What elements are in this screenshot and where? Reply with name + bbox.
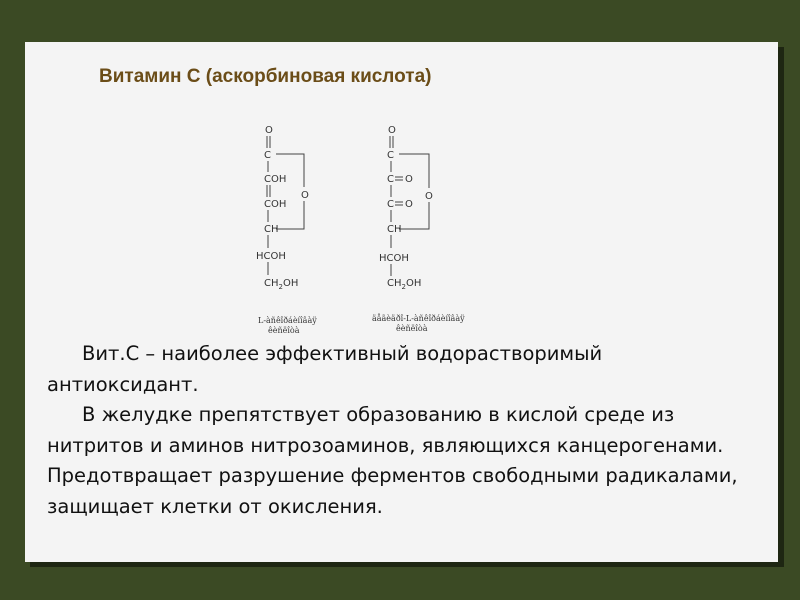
paragraph-stomach: В желудке препятствует образованию в кислой среде из нитритов и аминов нитрозоаминов, являющихся канцерогенами. Предотвращает разрушение ферментов свободными радикалами, защищает клетки от окисления. <box>47 403 738 518</box>
atom-o-top: O <box>265 125 273 136</box>
atom-c1: C <box>264 150 271 161</box>
paragraph-antioxidant: Вит.С – наиболее эффективный водорастворимый антиоксидант. <box>47 342 603 396</box>
caption-ascorbic-line2: êèñëîòà <box>268 326 300 335</box>
caption-dehydro-line2: êèñëîòà <box>396 324 428 333</box>
atom-coh-2: COH <box>264 199 287 210</box>
atom-o-keto-2: O <box>405 199 413 210</box>
atom-c2: C <box>387 174 394 185</box>
atom-o-ring: O <box>425 191 433 202</box>
atom-o-top: O <box>388 125 396 136</box>
atom-ch: CH <box>264 224 279 235</box>
atom-o-keto-1: O <box>405 174 413 185</box>
caption-ascorbic-line1: L-àñêîðáèíîâàÿ <box>258 316 317 325</box>
caption-dehydro-line1: äåãèäðî-L-àñêîðáèíîâàÿ <box>372 314 465 323</box>
atom-coh-1: COH <box>264 174 287 185</box>
atom-hcoh: HCOH <box>256 251 286 262</box>
atom-o-ring: O <box>301 190 309 201</box>
atom-c1: C <box>387 150 394 161</box>
formula-ascorbic-acid <box>256 125 317 335</box>
atom-ch2oh: $CH_2OH$ <box>387 278 422 291</box>
atom-ch2oh: $CH_2OH$ <box>264 278 299 291</box>
atom-ch: CH <box>387 224 402 235</box>
slide-title: Витамин С (аскорбиновая кислота) <box>99 66 432 87</box>
atom-c3: C <box>387 199 394 210</box>
slide-body <box>47 339 759 522</box>
atom-hcoh: HCOH <box>379 253 409 264</box>
formula-dehydroascorbic-acid <box>372 125 465 333</box>
